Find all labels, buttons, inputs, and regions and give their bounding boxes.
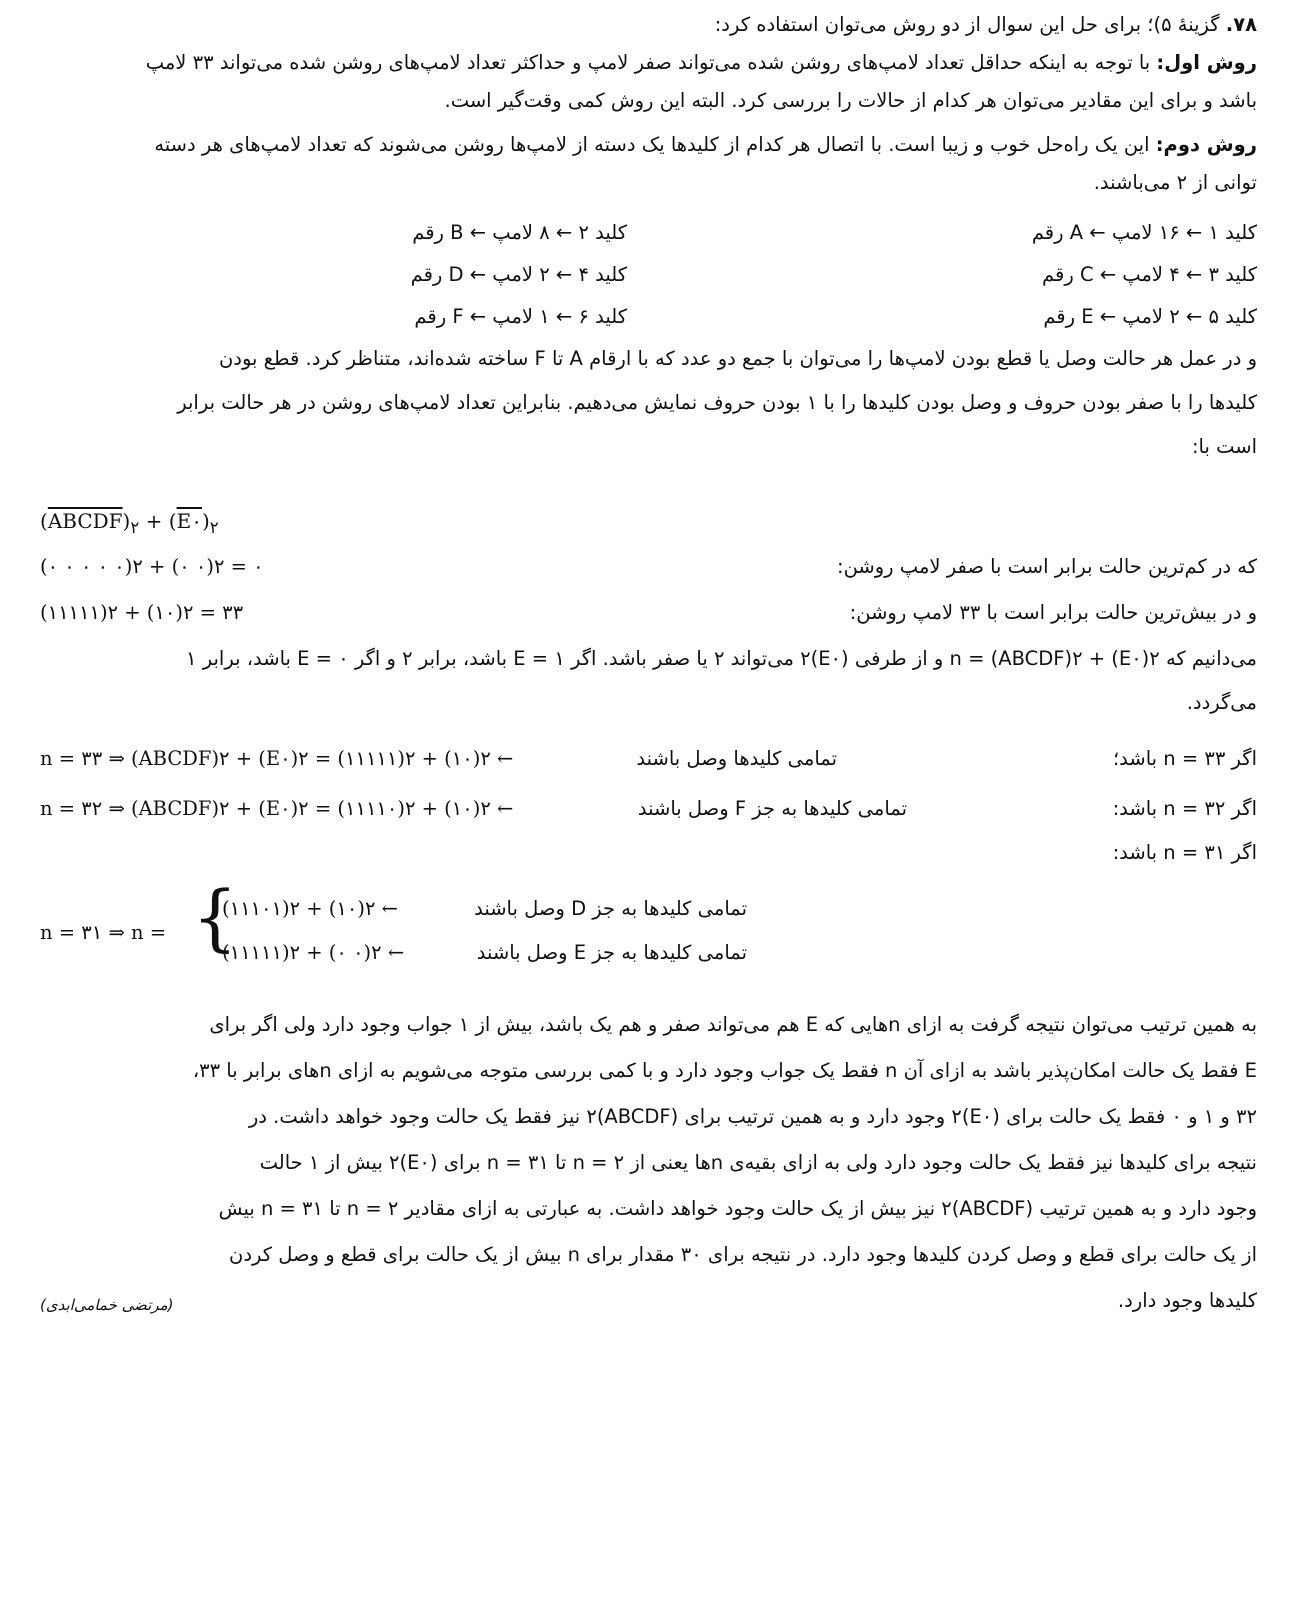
method-two-line-2: توانی از ۲ می‌باشند.	[1093, 171, 1257, 194]
known-fact-line-2: می‌گردد.	[1186, 691, 1257, 714]
key-row-1-right: کلید ۱ ← ۱۶ لامپ ← A رقم	[1031, 221, 1257, 244]
conclusion-line-6: از یک حالت برای قطع و وصل کردن کلیدها وجود دارد. در نتیجه برای ۳۰ مقدار برای n بیش از یک حالت برای قطع و وصل کردن	[229, 1243, 1257, 1266]
conclusion-line-4: نتیجه برای کلیدها نیز فقط یک حالت وجود دارد ولی به ازای بقیه‌ی nها یعنی از n = ۲ تا n = ۳۱ برای (E۰)۲ بیش از ۱ حالت	[259, 1151, 1257, 1174]
case-32-condition: اگر n = ۳۲ باشد:	[1112, 797, 1257, 820]
method-one-line-1: روش اول: با توجه به اینکه حداقل تعداد لامپ‌های روشن شده می‌تواند صفر لامپ و حداکثر تعداد لامپ‌های روشن شده می‌تواند ۳۳ لامپ	[145, 51, 1257, 74]
key-row-3-right: کلید ۵ ← ۲ لامپ ← E رقم	[1043, 305, 1257, 328]
case-31-a-formula: (۱۱۱۰۱)۲ + (۱۰)۲ ←	[222, 897, 398, 920]
method-two-label: روش دوم:	[1155, 133, 1257, 156]
main-formula: $(ABCDF)_۲$ + $(E۰)_۲$	[40, 509, 219, 537]
explanation-line-2: کلیدها را با صفر بودن حروف و وصل بودن کلیدها را با ۱ بودن حروف نمایش می‌دهیم. بنابراین تعداد لامپ‌های روشن در هر حالت برابر	[177, 391, 1257, 414]
max-text: و در بیش‌ترین حالت برابر است با ۳۳ لامپ روشن:	[849, 601, 1257, 624]
explanation-line-1: و در عمل هر حالت وصل یا قطع بودن لامپ‌ها را می‌توان با جمع دو عدد که با ارقام A تا F ساخته شده‌اند، متناظر کرد. قطع بودن	[218, 347, 1257, 370]
method-one-label: روش اول:	[1156, 51, 1257, 74]
case-31-brace: {	[192, 875, 238, 959]
conclusion-line-2: E فقط یک حالت امکان‌پذیر باشد به ازای آن n فقط یک جواب وجود دارد و با کمی بررسی متوجه می‌شویم به ازای nهای برابر با ۳۳،	[192, 1059, 1257, 1082]
case-33-formula: n = ۳۳ ⇒ (ABCDF)۲ + (E۰)۲ = (۱۱۱۱۱)۲ + (۱۰)۲ ←	[40, 747, 514, 770]
key-row-3-left: کلید ۶ ← ۱ لامپ ← F رقم	[414, 305, 627, 328]
conclusion-line-7: کلیدها وجود دارد.	[1117, 1289, 1257, 1312]
known-fact-line-1: می‌دانیم که n = (ABCDF)۲ + (E۰)۲ و از طرفی (E۰)۲ می‌تواند ۲ یا صفر باشد. اگر E = ۱ باشد، برابر ۲ و اگر E = ۰ باشد، برابر ۱	[186, 647, 1257, 670]
explanation-line-3: است با:	[1191, 435, 1257, 458]
method-one-line-2: باشد و برای این مقادیر می‌توان هر کدام از حالات را بررسی کرد. البته این روش کمی وقت‌گیر است.	[444, 89, 1257, 112]
conclusion-line-1: به همین ترتیب می‌توان نتیجه گرفت به ازای nهایی که E هم می‌تواند صفر و هم یک باشد، بیش از ۱ جواب وجود دارد ولی اگر برای	[209, 1013, 1257, 1036]
case-31-b-formula: (۱۱۱۱۱)۲ + (۰ ۰)۲ ←	[222, 941, 405, 964]
conclusion-line-3: ۳۲ و ۱ و ۰ فقط یک حالت برای (E۰)۲ وجود دارد و به همین ترتیب برای (ABCDF)۲ نیز فقط یک حالت وجود خواهد داشت. در	[248, 1105, 1257, 1128]
key-row-2-right: کلید ۳ ← ۴ لامپ ← C رقم	[1042, 263, 1257, 286]
question-number: ۷۸.	[1225, 13, 1257, 36]
min-text: که در کم‌ترین حالت برابر است با صفر لامپ روشن:	[837, 555, 1257, 578]
case-32-text: تمامی کلیدها به جز F وصل باشند	[637, 797, 907, 820]
key-row-2-left: کلید ۴ ← ۲ لامپ ← D رقم	[410, 263, 627, 286]
case-31-a-text: تمامی کلیدها به جز D وصل باشند	[474, 897, 747, 920]
question-heading-text: گزینهٔ ۵)؛ برای حل این سوال از دو روش می‌توان استفاده کرد:	[714, 13, 1220, 36]
conclusion-line-5: وجود دارد و به همین ترتیب (ABCDF)۲ نیز بیش از یک حالت وجود خواهد داشت. به عبارتی به ازای مقادیر n = ۲ تا n = ۳۱ بیش	[218, 1197, 1257, 1220]
case-31-b-text: تمامی کلیدها به جز E وصل باشند	[476, 941, 747, 964]
min-formula: (۰ ۰ ۰ ۰ ۰)۲ + (۰ ۰)۲ = ۰	[40, 555, 264, 578]
case-31-condition: اگر n = ۳۱ باشد:	[1112, 841, 1257, 864]
question-heading	[715, 6, 1257, 44]
case-32-formula: n = ۳۲ ⇒ (ABCDF)۲ + (E۰)۲ = (۱۱۱۱۰)۲ + (۱۰)۲ ←	[40, 797, 514, 820]
author-signature: (مرتضی خمامی‌ابدی)	[40, 1296, 174, 1314]
method-two-line-1: روش دوم: این یک راه‌حل خوب و زیبا است. با اتصال هر کدام از کلیدها یک دسته از لامپ‌ها روشن می‌شوند که تعداد لامپ‌های هر دسته	[154, 133, 1257, 156]
case-31-lhs: n = ۳۱ ⇒ n =	[40, 921, 167, 944]
max-formula: (۱۱۱۱۱)۲ + (۱۰)۲ = ۳۳	[40, 601, 244, 624]
case-33-condition: اگر n = ۳۳ باشد؛	[1112, 747, 1257, 770]
key-row-1-left: کلید ۲ ← ۸ لامپ ← B رقم	[412, 221, 627, 244]
case-33-text: تمامی کلیدها وصل باشند	[636, 747, 837, 770]
